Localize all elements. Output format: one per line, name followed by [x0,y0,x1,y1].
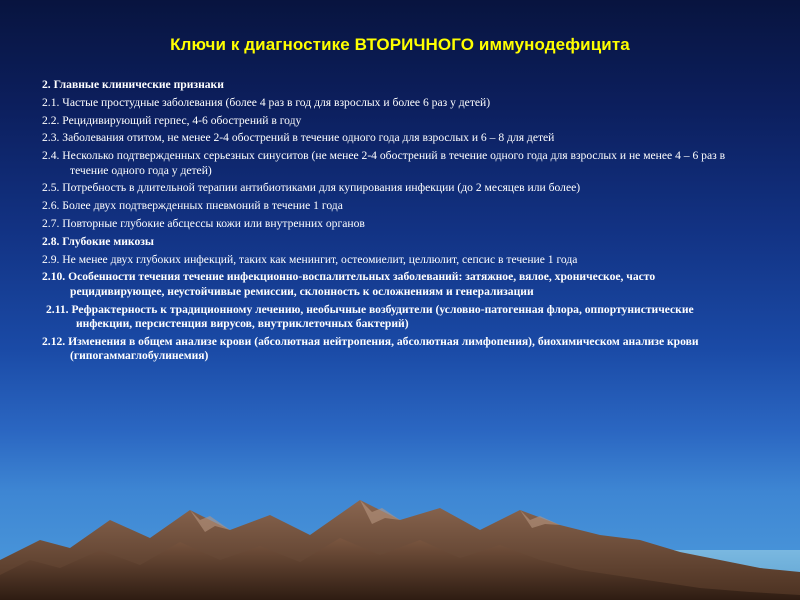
mountain-landscape-image [0,480,800,600]
list-item: 2.3. Заболевания отитом, не менее 2-4 обострений в течение одного года для взрослых и 6 – 8 для детей [42,131,555,145]
list-item: 2.11. Рефрактерность к традиционному лечению, необычные возбудители (условно-патогенная флора, оппортунистические инфекции, персистенция вирусов, внутриклеточных бактерий) [46,302,694,330]
list-item: 2.12. Изменения в общем анализе крови (абсолютная нейтропения, абсолютная лимфопения), биохимическом анализе крови (гипогаммаглобулинемия) [42,334,699,363]
list-item: 2.9. Не менее двух глубоких инфекций, таких как менингит, остеомиелит, целлюлит, сепсис в течение 1 года [42,252,578,266]
list-item: 2.6. Более двух подтвержденных пневмоний в течение 1 года [42,199,343,213]
list-item: 2.8. Глубокие микозы [42,234,154,248]
list-item: 2.4. Несколько подтвержденных серьезных синуситов (не менее 2-4 обострений в течение одного года для взрослых и не менее 4 – 6 раз в течение одного года у детей) [42,149,726,177]
list-item: 2.10. Особенности течения течение инфекционно-воспалительных заболеваний: затяжное, вялое, хроническое, часто рецидивирующее, неустойчивые ремиссии, склонность к осложнениям и генерализации [42,270,656,298]
list-item: 2.2. Рецидивирующий герпес, 4-6 обострений в году [42,113,302,127]
list-item: 2.5. Потребность в длительной терапии антибиотиками для купирования инфекции (до 2 месяцев или более) [42,181,581,195]
slide-content [42,78,752,367]
list-item: 2. Главные клинические признаки [42,78,224,91]
list-item: 2.1. Частые простудные заболевания (более 4 раз в год для взрослых и более 6 раз у детей) [42,95,491,109]
slide-title: Ключи к диагностике ВТОРИЧНОГО иммунодефицита [170,35,630,54]
list-item: 2.7. Повторные глубокие абсцессы кожи или внутренних органов [42,216,365,230]
